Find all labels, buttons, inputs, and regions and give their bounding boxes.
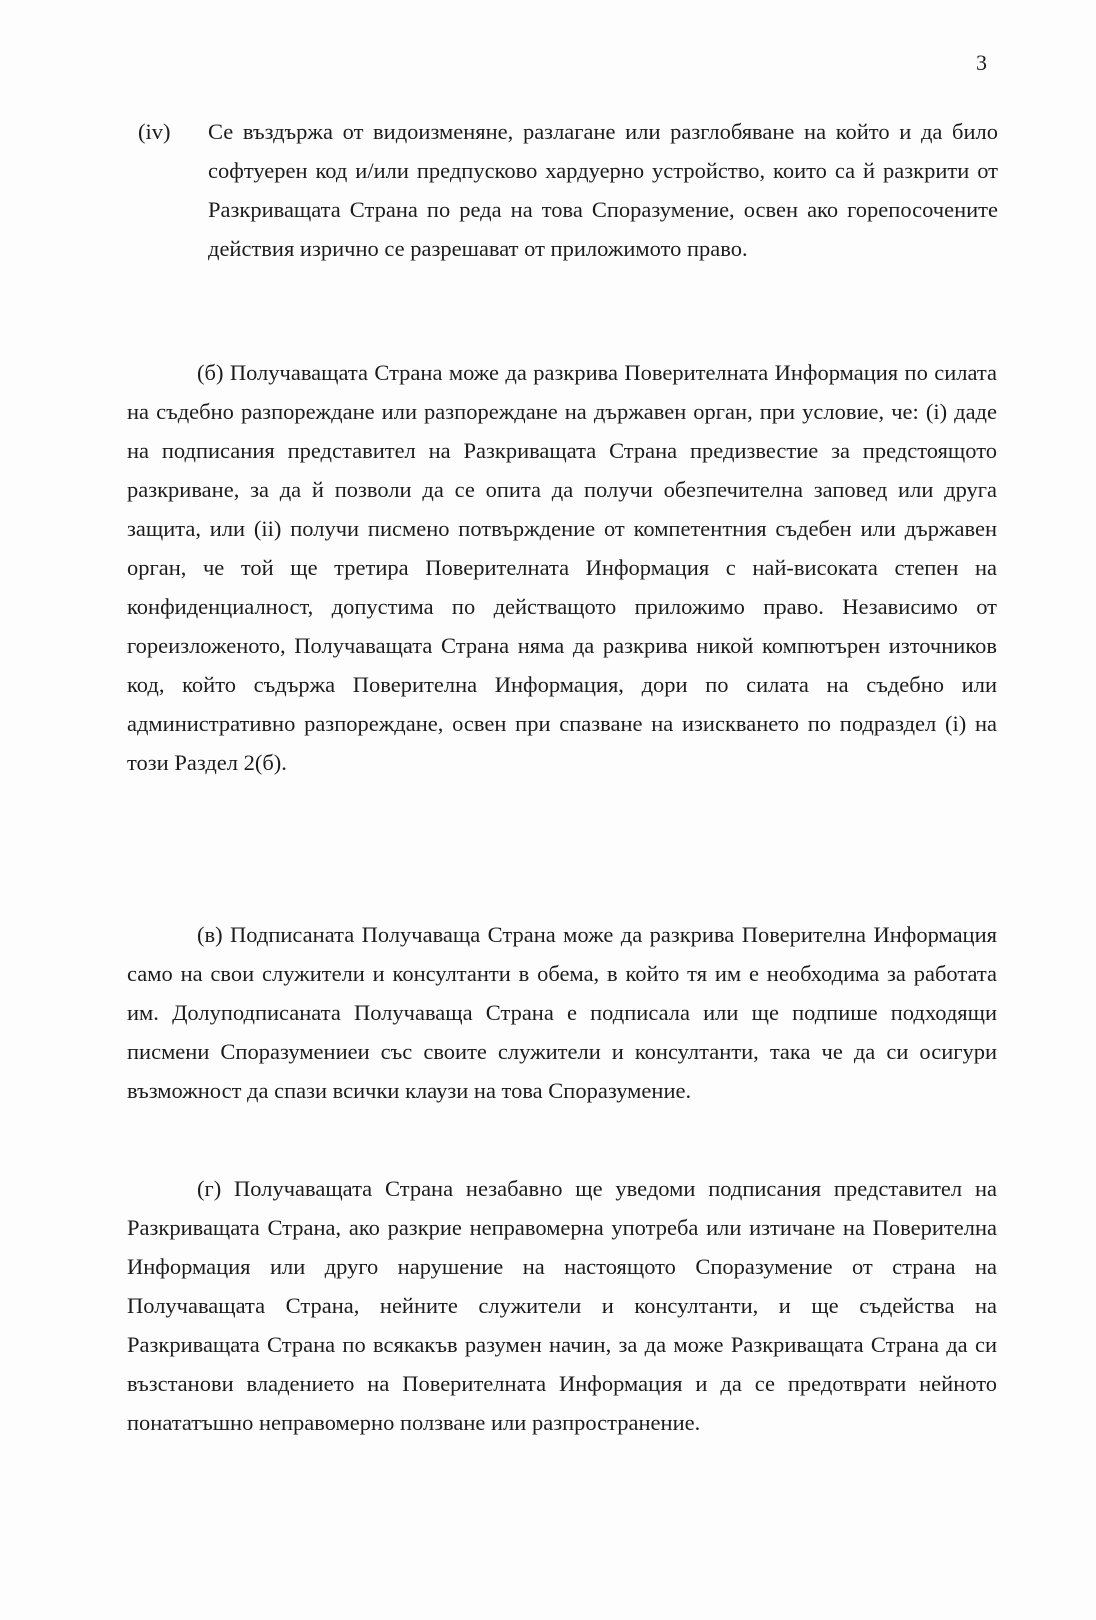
paragraph-v: (в) Подписаната Получаваща Страна може да разкрива Поверителна Информация само на свои служители и консултанти в обема, в който тя им е необходима за работата им. Долуподписаната Получаваща Страна е подписала или ще подпише подходящи писмени Споразумениеи със своите служители и консултанти, така че да си осигури възможност да спази всички клаузи на това Споразумение. [127, 921, 997, 1103]
paragraph-g: (г) Получаващата Страна незабавно ще уведоми подписания представител на Разкриващата Страна, ако разкрие неправомерна употреба или изтичане на Поверителна Информация или друго нарушение на настоящото Споразумение от страна на Получаващата Страна, нейните служители и консултанти, и ще съдейства на Разкриващата Страна по всякакъв разумен начин, за да може Разкриващата Страна да си възстанови владението на Поверителната Информация и да се предотврати нейното понататъшно неправомерно ползване или разпространение. [127, 1175, 997, 1435]
paragraph-b: (б) Получаващата Страна може да разкрива Поверителната Информация по силата на съдебно разпореждане или разпореждане на държавен орган, при условие, че: (i) даде на подписания представител на Разкриващата Страна предизвестие за предстоящото разкриване, за да й позволи да се опита да получи обезпечителна заповед или друга защита, или (ii) получи писмено потвърждение от компетентния съдебен или държавен орган, че той ще третира Поверителната Информация с най-високата степен на конфиденциалност, допустима по действащото приложимо право. Независимо от гореизложеното, Получаващата Страна няма да разкрива никой компютърен източников код, който съдържа Поверителна Информация, дори по силата на съдебно или административно разпореждане, освен при спазване на изискването по подраздел (i) на този Раздел 2(б). [127, 359, 997, 775]
clause-iv [138, 112, 998, 268]
clause-iv-label: (iv) [138, 119, 171, 144]
clause-iv-text: Се въздържа от видоизменяне, разлагане или разглобяване на който и да било софтуерен код и/или предпусково хардуерно устройство, които са й разкрити от Разкриващата Страна по реда на това Споразумение, освен ако горепосочените действия изрично се разрешават от приложимото право. [208, 119, 998, 261]
page-number: 3 [976, 50, 987, 75]
